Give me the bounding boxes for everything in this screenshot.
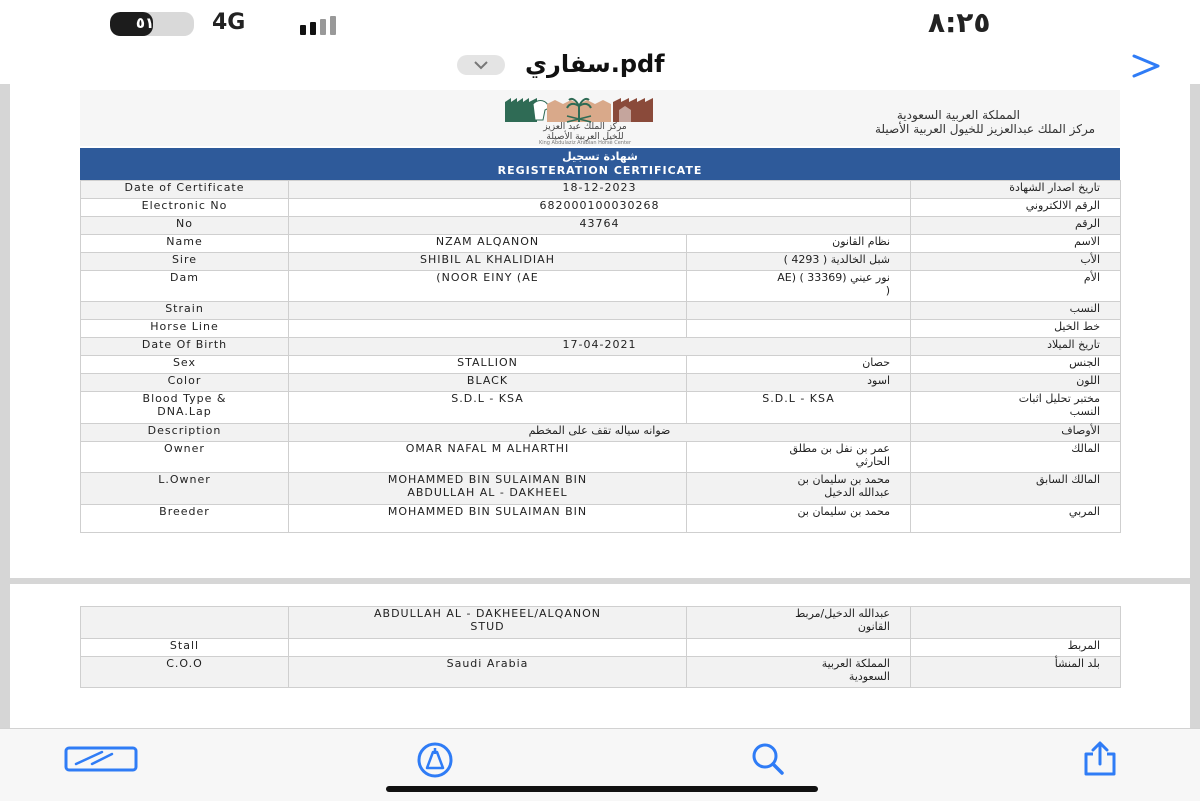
table-row [81, 639, 1121, 657]
certificate-title-en: REGISTERATION CERTIFICATE [497, 164, 703, 177]
title-dropdown-button[interactable] [457, 55, 505, 75]
row-label-ar: الاسم [911, 235, 1121, 253]
row-value-en: OMAR NAFAL M ALHARTHI [289, 442, 687, 473]
table-row [81, 356, 1121, 374]
markup-icon[interactable] [62, 740, 140, 780]
row-value-en [289, 302, 687, 320]
logo-caption-line1: مركز الملك عبد العزيز [543, 122, 627, 132]
row-label-ar: تاريخ الميلاد [911, 338, 1121, 356]
row-value-en: BLACK [289, 374, 687, 392]
row-value-ar-line1: عبدالله الدخيل/مربط [795, 607, 890, 620]
row-value-ar [687, 302, 911, 320]
row-value-en-line2: ABDULLAH AL - DAKHEEL [407, 486, 568, 499]
row-label-en: Breeder [81, 505, 289, 533]
row-label-ar: المربي [911, 505, 1121, 533]
table-row [81, 338, 1121, 356]
row-value-en-line2: STUD [470, 620, 505, 633]
row-value-ar [687, 639, 911, 657]
row-label-en: Owner [81, 442, 289, 473]
row-label-en-line2: DNA.Lap [157, 405, 212, 418]
row-value-ar: حصان [687, 356, 911, 374]
row-label-en [81, 607, 289, 639]
certificate-table [80, 180, 1121, 533]
row-label-en: Name [81, 235, 289, 253]
row-value-ar-line1: AE) ( 33369) نور عيني [777, 271, 890, 284]
row-value-ar: محمد بن سليمان بن [687, 505, 911, 533]
row-value-ar-line1: المملكة العربية [821, 657, 890, 670]
row-label-en [81, 392, 289, 424]
row-label-en: Stall [81, 639, 289, 657]
battery-indicator [110, 12, 194, 36]
row-label-ar: الأوصاف [911, 424, 1121, 442]
table-row [81, 253, 1121, 271]
table-row [81, 657, 1121, 688]
row-label-ar: خط الخيل [911, 320, 1121, 338]
row-label-en: C.O.O [81, 657, 289, 688]
battery-level: ٥١ [135, 14, 155, 32]
row-label-en: Horse Line [81, 320, 289, 338]
certificate-title-bar [80, 148, 1120, 180]
row-value-en: (NOOR EINY (AE [289, 271, 687, 302]
logo-caption-line2: للخيل العربية الأصيلة [546, 132, 624, 142]
title-bar [0, 48, 1200, 84]
row-value-ar: شبل الخالدية ( 4293 ) [687, 253, 911, 271]
row-value: 17-04-2021 [289, 338, 911, 356]
row-label-en: Electronic No [81, 199, 289, 217]
row-value: ضوانه سياله تقف على المخطم [289, 424, 911, 442]
row-label-ar [911, 607, 1121, 639]
row-label-ar: الأم [911, 271, 1121, 302]
table-row [81, 442, 1121, 473]
row-value: 43764 [289, 217, 911, 235]
row-value-ar [687, 320, 911, 338]
signal-strength-icon [300, 16, 336, 35]
row-value-ar-line2: القانون [857, 620, 890, 633]
org-name-ar-line2: مركز الملك عبدالعزيز للخيول العربية الأصيلة [874, 122, 1095, 136]
annotate-icon[interactable] [415, 740, 455, 780]
table-row [81, 392, 1121, 424]
row-value-ar: S.D.L - KSA [687, 392, 911, 424]
row-label-en: No [81, 217, 289, 235]
table-row [81, 320, 1121, 338]
table-row [81, 199, 1121, 217]
row-label-ar: المالك السابق [911, 473, 1121, 505]
row-value-en: STALLION [289, 356, 687, 374]
row-label-en: L.Owner [81, 473, 289, 505]
row-value-ar-line2: الحارثي [855, 455, 890, 468]
row-value-en: SHIBIL AL KHALIDIAH [289, 253, 687, 271]
status-bar [0, 0, 1200, 48]
row-label-en-line1: Blood Type & [142, 392, 227, 405]
logo-caption [505, 122, 665, 142]
table-row [81, 235, 1121, 253]
row-value-ar-line1: محمد بن سليمان بن [797, 473, 890, 486]
search-icon[interactable] [748, 740, 788, 780]
row-label-ar: تاريخ اصدار الشهادة [911, 181, 1121, 199]
row-label-ar: المربط [911, 639, 1121, 657]
row-value-ar [687, 271, 911, 302]
row-value-en [289, 320, 687, 338]
chevron-down-icon [473, 60, 489, 70]
row-label-ar-line1: مختبر تحليل اثبات [1018, 392, 1100, 405]
row-label-en: Strain [81, 302, 289, 320]
table-row [81, 607, 1121, 639]
row-label-en: Sex [81, 356, 289, 374]
row-value-en: NZAM ALQANON [289, 235, 687, 253]
share-icon[interactable] [1080, 740, 1120, 780]
status-time: ٨:٢٥ [928, 6, 991, 39]
row-label-ar: اللون [911, 374, 1121, 392]
table-row [81, 181, 1121, 199]
row-value-en [289, 607, 687, 639]
row-label-en: Description [81, 424, 289, 442]
row-label-ar: المالك [911, 442, 1121, 473]
table-row [81, 217, 1121, 235]
row-value-ar [687, 657, 911, 688]
row-label-en: Dam [81, 271, 289, 302]
table-row [81, 374, 1121, 392]
row-value-ar-line2: عبدالله الدخيل [824, 486, 890, 499]
org-name-ar-line1: المملكة العربية السعودية [896, 108, 1020, 122]
certificate-table-continued [80, 606, 1121, 688]
row-label-ar: بلد المنشأ [911, 657, 1121, 688]
row-label-ar: الرقم [911, 217, 1121, 235]
row-value-ar [687, 607, 911, 639]
row-value-ar: نظام القانون [687, 235, 911, 253]
table-row [81, 302, 1121, 320]
row-value-ar-line2: ) [885, 284, 890, 297]
home-indicator[interactable] [386, 786, 818, 792]
document-title: سفاري.pdf [525, 50, 665, 78]
chevron-right-icon[interactable] [1128, 52, 1164, 80]
row-value-en [289, 639, 687, 657]
row-label-ar-line2: النسب [1069, 405, 1100, 418]
network-type: 4G [212, 10, 246, 35]
row-label-ar: النسب [911, 302, 1121, 320]
table-row [81, 271, 1121, 302]
row-value: 682000100030268 [289, 199, 911, 217]
table-row [81, 473, 1121, 505]
row-value-en: Saudi Arabia [289, 657, 687, 688]
table-row [81, 424, 1121, 442]
row-value-en: MOHAMMED BIN SULAIMAN BIN [289, 505, 687, 533]
row-value-ar: اسود [687, 374, 911, 392]
row-label-ar [911, 392, 1121, 424]
row-value-ar [687, 442, 911, 473]
table-row [81, 505, 1121, 533]
row-label-en: Color [81, 374, 289, 392]
row-label-en: Sire [81, 253, 289, 271]
row-value-en-line1: MOHAMMED BIN SULAIMAN BIN [387, 473, 588, 486]
row-label-ar: الأب [911, 253, 1121, 271]
row-label-en: Date Of Birth [81, 338, 289, 356]
row-label-en: Date of Certificate [81, 181, 289, 199]
row-value-en [289, 473, 687, 505]
row-label-ar: الجنس [911, 356, 1121, 374]
row-value-ar-line1: عمر بن نفل بن مطلق [789, 442, 890, 455]
row-value-en-line1: ABDULLAH AL - DAKHEEL/ALQANON [374, 607, 601, 620]
row-value-en: S.D.L - KSA [289, 392, 687, 424]
logo-caption-en: King Abdulaziz Arabian Horse Center [538, 140, 632, 146]
row-label-ar: الرقم الالكتروني [911, 199, 1121, 217]
row-value-ar-line2: السعودية [848, 670, 890, 683]
row-value-ar [687, 473, 911, 505]
row-value: 18-12-2023 [289, 181, 911, 199]
certificate-title-ar: شهادة تسجيل [562, 150, 638, 163]
